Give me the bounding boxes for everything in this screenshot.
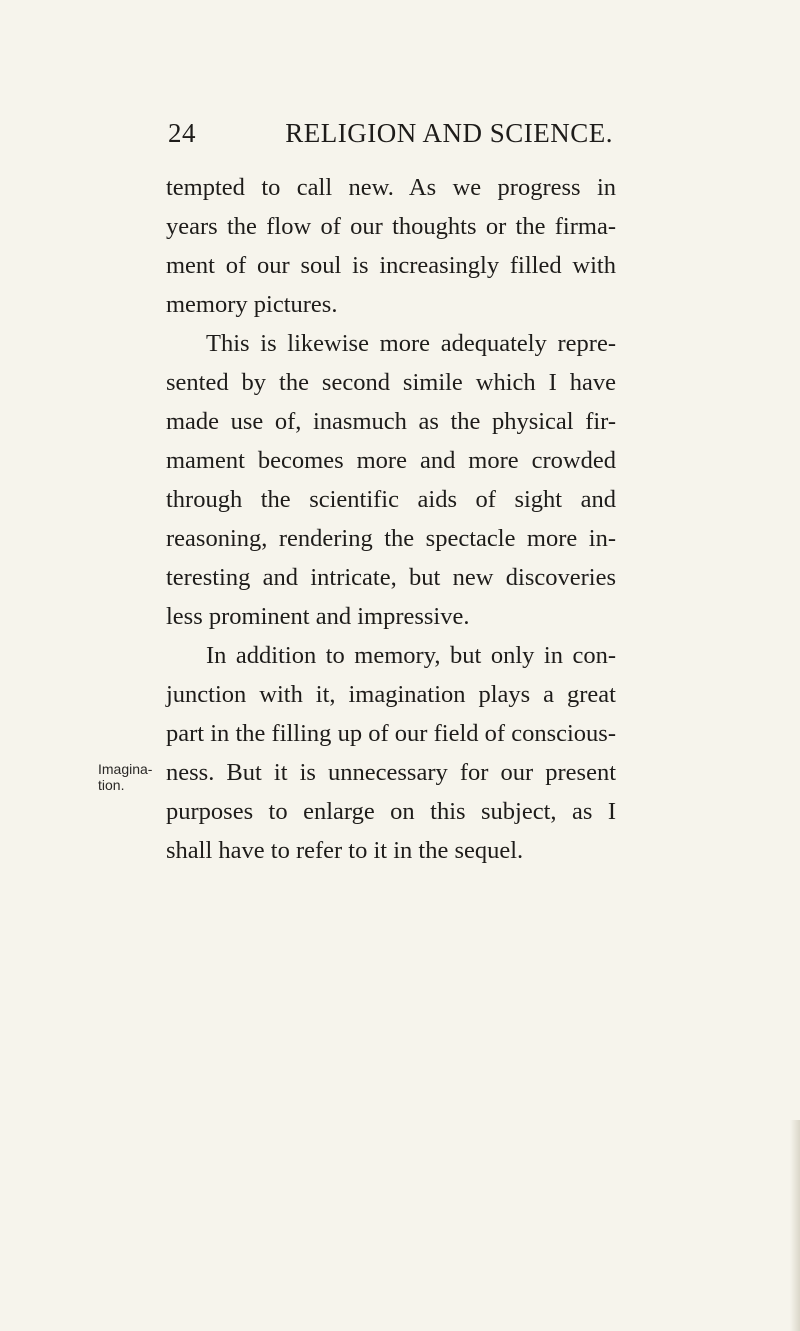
page-number: 24 — [168, 118, 196, 148]
text-line: This is likewise more adequately repre- — [206, 330, 616, 357]
text-line: reasoning, rendering the spectacle more in- — [166, 525, 616, 552]
text-line: shall have to refer to it in the sequel. — [166, 837, 524, 864]
text-line: memory pictures. — [166, 291, 338, 318]
text-line: part in the filling up of our field of conscious- — [166, 720, 616, 747]
running-title: RELIGION AND SCIENCE. — [285, 118, 613, 148]
text-line: ness. But it is unnecessary for our present — [166, 759, 616, 786]
margin-note — [98, 761, 164, 793]
body-text — [166, 168, 616, 870]
page-edge-shadow — [790, 1120, 800, 1331]
text-line: ment of our soul is increasingly filled with — [166, 252, 616, 279]
text-line: mament becomes more and more crowded — [166, 447, 616, 474]
text-line: teresting and intricate, but new discoveries — [166, 564, 616, 591]
text-line: In addition to memory, but only in con- — [206, 642, 616, 669]
text-line: purposes to enlarge on this subject, as I — [166, 798, 616, 825]
text-line: less prominent and impressive. — [166, 603, 470, 630]
text-line: made use of, inasmuch as the physical fir- — [166, 408, 616, 435]
margin-note-line: tion. — [98, 777, 125, 793]
text-line: years the flow of our thoughts or the firma- — [166, 213, 616, 240]
text-line: tempted to call new. As we progress in — [166, 174, 616, 201]
page-header — [168, 118, 613, 158]
text-line: through the scientific aids of sight and — [166, 486, 616, 513]
text-line: junction with it, imagination plays a great — [166, 681, 616, 708]
text-line: sented by the second simile which I have — [166, 369, 616, 396]
margin-note-line: Imagina- — [98, 761, 153, 777]
